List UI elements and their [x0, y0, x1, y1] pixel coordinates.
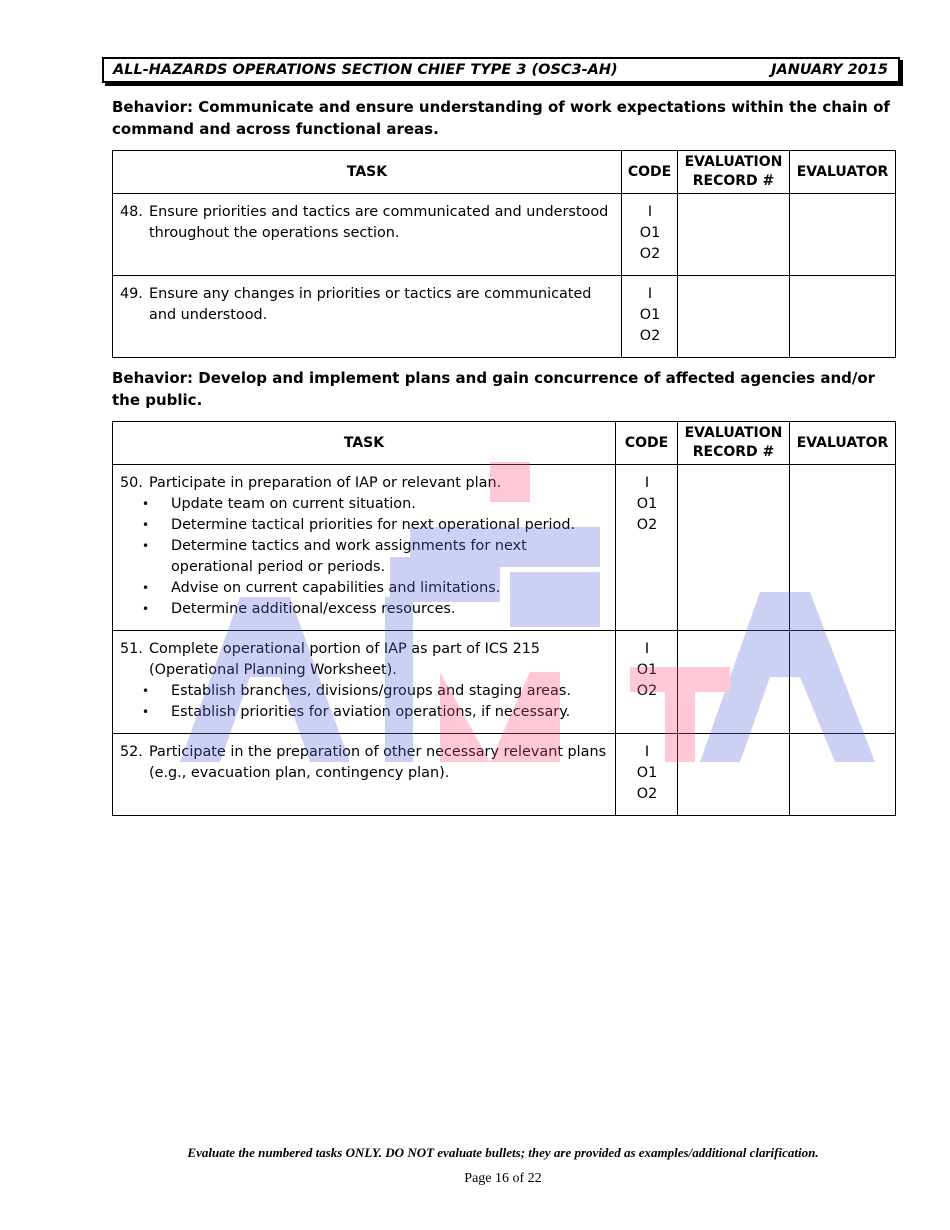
task-number: 52. [120, 744, 143, 760]
evaluation-record-cell[interactable] [678, 276, 790, 358]
evaluator-cell[interactable] [790, 631, 896, 734]
task-cell [113, 734, 616, 816]
table-row [113, 631, 896, 734]
code-column-header: CODE [616, 422, 678, 465]
evaluator-column-header: EVALUATOR [790, 151, 896, 194]
behavior-heading-2: Behavior: Develop and implement plans and gain concurrence of affected agencies and/or the public. [112, 369, 876, 409]
table-row [113, 734, 896, 816]
code-cell: I O1 O2 [616, 734, 678, 816]
evaluator-cell[interactable] [790, 276, 896, 358]
task-cell [113, 631, 616, 734]
task-cell [113, 194, 622, 276]
code-cell: I O1 O2 [622, 276, 678, 358]
behavior-heading-1: Behavior: Communicate and ensure understanding of work expectations within the chain of command and across functional areas. [112, 98, 890, 138]
task-column-header: TASK [113, 151, 622, 194]
list-item: • Establish priorities for aviation operations, if necessary. [142, 704, 571, 720]
task-text: Ensure priorities and tactics are communicated and understood throughout the operations section. [149, 204, 609, 241]
task-table-1 [112, 150, 896, 358]
task-number: 48. [120, 204, 143, 220]
document-date: JANUARY 2015 [771, 62, 888, 78]
evaluator-cell[interactable] [790, 194, 896, 276]
code-cell: I O1 O2 [616, 631, 678, 734]
task-text: Complete operational portion of IAP as part of ICS 215 (Operational Planning Worksheet). [149, 641, 541, 678]
table-row [113, 276, 896, 358]
table-header-row [113, 151, 896, 194]
evaluation-record-cell[interactable] [678, 734, 790, 816]
evaluation-record-column-header: EVALUATION RECORD # [678, 151, 790, 194]
evaluator-column-header: EVALUATOR [790, 422, 896, 465]
evaluator-cell[interactable] [790, 465, 896, 631]
task-number: 49. [120, 286, 143, 302]
list-item: • Determine tactical priorities for next operational period. [142, 517, 576, 533]
evaluation-record-cell[interactable] [678, 631, 790, 734]
evaluator-cell[interactable] [790, 734, 896, 816]
list-item: • Advise on current capabilities and limitations. [142, 580, 501, 596]
document-header [102, 57, 900, 83]
code-cell: I O1 O2 [622, 194, 678, 276]
evaluation-record-cell[interactable] [678, 194, 790, 276]
task-text: Ensure any changes in priorities or tactics are communicated and understood. [149, 286, 592, 323]
task-cell [113, 276, 622, 358]
task-number: 51. [120, 641, 143, 657]
bullet-list [120, 494, 609, 620]
page-number: Page 16 of 22 [464, 1171, 542, 1186]
code-column-header: CODE [622, 151, 678, 194]
task-cell [113, 465, 616, 631]
task-number: 50. [120, 475, 143, 491]
code-cell: I O1 O2 [616, 465, 678, 631]
task-column-header: TASK [113, 422, 616, 465]
task-text: Participate in preparation of IAP or relevant plan. [149, 475, 502, 491]
task-table-2 [112, 421, 896, 816]
list-item: • Establish branches, divisions/groups and staging areas. [142, 683, 571, 699]
evaluation-record-cell[interactable] [678, 465, 790, 631]
list-item: • Update team on current situation. [142, 496, 416, 512]
table-header-row [113, 422, 896, 465]
bullet-list [120, 681, 609, 723]
document-title: ALL-HAZARDS OPERATIONS SECTION CHIEF TYPE 3 (OSC3-AH) [113, 62, 618, 78]
list-item: • Determine tactics and work assignments for next operational period or periods. [142, 538, 527, 575]
evaluation-record-column-header: EVALUATION RECORD # [678, 422, 790, 465]
table-row [113, 465, 896, 631]
list-item: • Determine additional/excess resources. [142, 601, 456, 617]
footer-note: Evaluate the numbered tasks ONLY. DO NOT evaluate bullets; they are provided as examples/additional clarification. [187, 1145, 819, 1160]
table-row [113, 194, 896, 276]
task-text: Participate in the preparation of other necessary relevant plans (e.g., evacuation plan, contingency plan). [149, 744, 607, 781]
